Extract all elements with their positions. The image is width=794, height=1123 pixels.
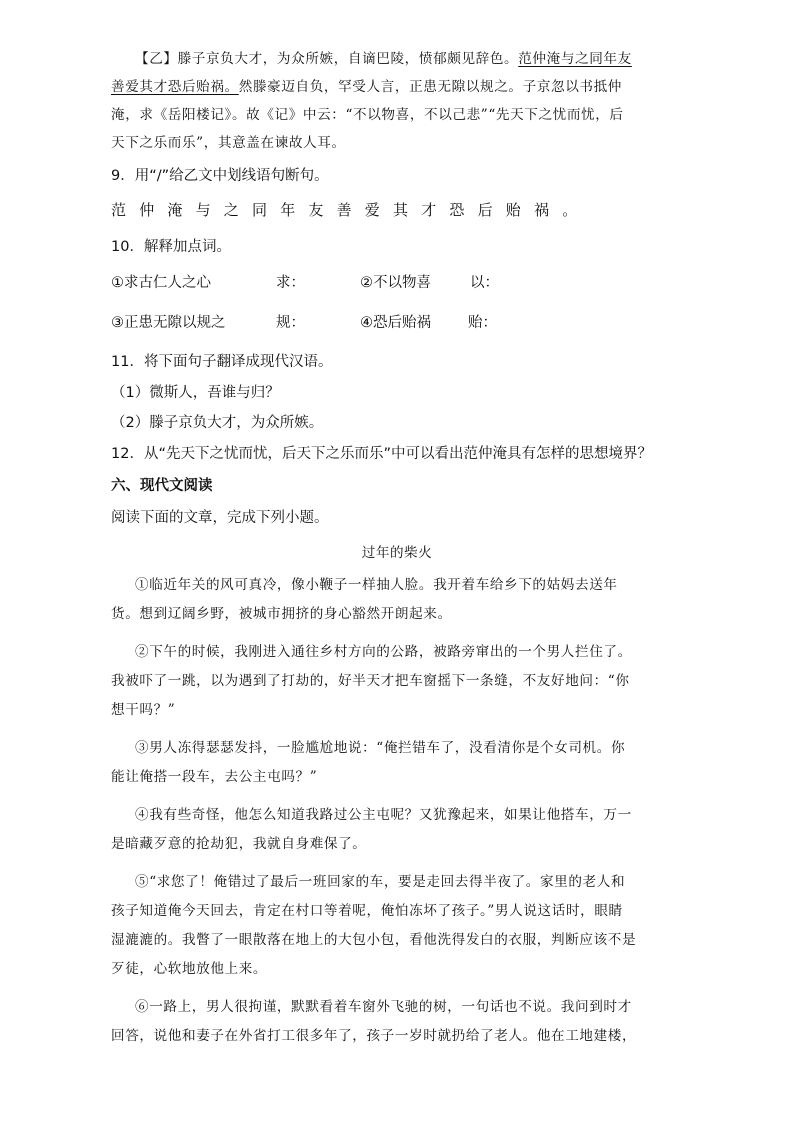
article-line: 货。想到辽阔乡野，被城市拥挤的身心豁然开朗起来。 bbox=[111, 606, 452, 622]
article-line: 想干吗？” bbox=[111, 702, 176, 718]
article-line: ⑤“求您了！俺错过了最后一班回家的车，要是走回去得半夜了。家里的老人和 bbox=[135, 874, 626, 890]
classical-text: 然滕豪迈自负，罕受人言，正患无隙以规之。子京忽以书抵仲 bbox=[238, 79, 622, 95]
article-line: 歹徒，心软地放他上来。 bbox=[111, 961, 268, 977]
vocab-item-3-key: 规： bbox=[276, 315, 305, 331]
question-9-prompt: 9．用“/”给乙文中划线语句断句。 bbox=[111, 168, 329, 184]
question-12-prompt: 12．从“先天下之忧而忧，后天下之乐而乐”中可以看出范仲淹具有怎样的思想境界？ bbox=[111, 446, 652, 462]
article-line: ①临近年关的风可真冷，像小鞭子一样抽人脸。我开着车给乡下的姑妈去送年 bbox=[135, 577, 618, 593]
article-line: ②下午的时候，我刚进入通往乡村方向的公路，被路旁窜出的一个男人拦住了。 bbox=[135, 644, 632, 660]
vocab-item-2-key: 以： bbox=[470, 275, 499, 291]
article-line: 是暗藏歹意的抢劫犯，我就自身难保了。 bbox=[111, 836, 367, 852]
article-line: 我被吓了一跳，以为遇到了打劫的，好半天才把车窗摇下一条缝，不友好地问：“你 bbox=[111, 673, 630, 689]
article-line: 孩子知道俺今天回去，肯定在村口等着呢，俺怕冻坏了孩子。”男人说这话时，眼睛 bbox=[111, 903, 623, 919]
section-heading: 六、现代文阅读 bbox=[111, 478, 213, 494]
vocab-item-2-phrase: ②不以物喜 bbox=[360, 275, 431, 291]
article-line: ③男人冻得瑟瑟发抖，一脸尴尬地说：“俺拦错车了，没看清你是个女司机。你 bbox=[135, 740, 626, 756]
article-line: 湿漉漉的。我瞥了一眼散落在地上的大包小包，看他洗得发白的衣服，判断应该不是 bbox=[111, 932, 637, 948]
underlined-sentence-part: 范仲淹与之同年友 bbox=[518, 51, 632, 67]
vocab-item-3-phrase: ③正患无隙以规之 bbox=[111, 315, 226, 331]
classical-line-4: 天下之乐而乐”，其意盖在谏故人耳。 bbox=[111, 135, 346, 151]
vocab-item-4-key: 贻： bbox=[468, 315, 497, 331]
classical-line-1 bbox=[135, 47, 632, 67]
question-11-sentence-2: （2）滕子京负大才，为众所嫉。 bbox=[111, 415, 324, 431]
question-11-sentence-1: （1）微斯人，吾谁与归？ bbox=[111, 385, 280, 401]
classical-line-3: 淹，求《岳阳楼记》。故《记》中云：“不以物喜，不以己悲”“先天下之忧而忧，后 bbox=[111, 107, 624, 123]
classical-line-2 bbox=[111, 75, 622, 95]
question-10-prompt: 10．解释加点词。 bbox=[111, 239, 231, 255]
section-instruction: 阅读下面的文章，完成下列小题。 bbox=[111, 510, 329, 526]
article-line: ④我有些奇怪，他怎么知道我路过公主屯呢？又犹豫起来，如果让他搭车，万一 bbox=[135, 807, 632, 823]
question-9-sentence: 范仲淹与之同年友善爱其才恐后贻祸。 bbox=[111, 201, 591, 219]
article-line: 能让俺搭一段车，去公主屯吗？” bbox=[111, 769, 318, 785]
article-line: ⑥一路上，男人很拘谨，默默看着车窗外飞驰的树，一句话也不说。我问到时才 bbox=[135, 999, 632, 1015]
vocab-item-4-phrase: ④恐后贻祸 bbox=[360, 315, 431, 331]
vocab-item-1-key: 求： bbox=[276, 275, 305, 291]
classical-text: 【乙】滕子京负大才，为众所嫉，自谪巴陵，愤郁颇见辞色。 bbox=[135, 51, 519, 67]
question-11-prompt: 11．将下面句子翻译成现代汉语。 bbox=[111, 354, 333, 370]
underlined-sentence-part: 善爱其才恐后贻祸。 bbox=[111, 79, 239, 95]
article-title: 过年的柴火 bbox=[361, 545, 433, 561]
vocab-item-1-phrase: ①求古仁人之心 bbox=[111, 275, 211, 291]
article-line: 回答，说他和妻子在外省打工很多年了，孩子一岁时就扔给了老人。他在工地建楼， bbox=[111, 1028, 637, 1044]
